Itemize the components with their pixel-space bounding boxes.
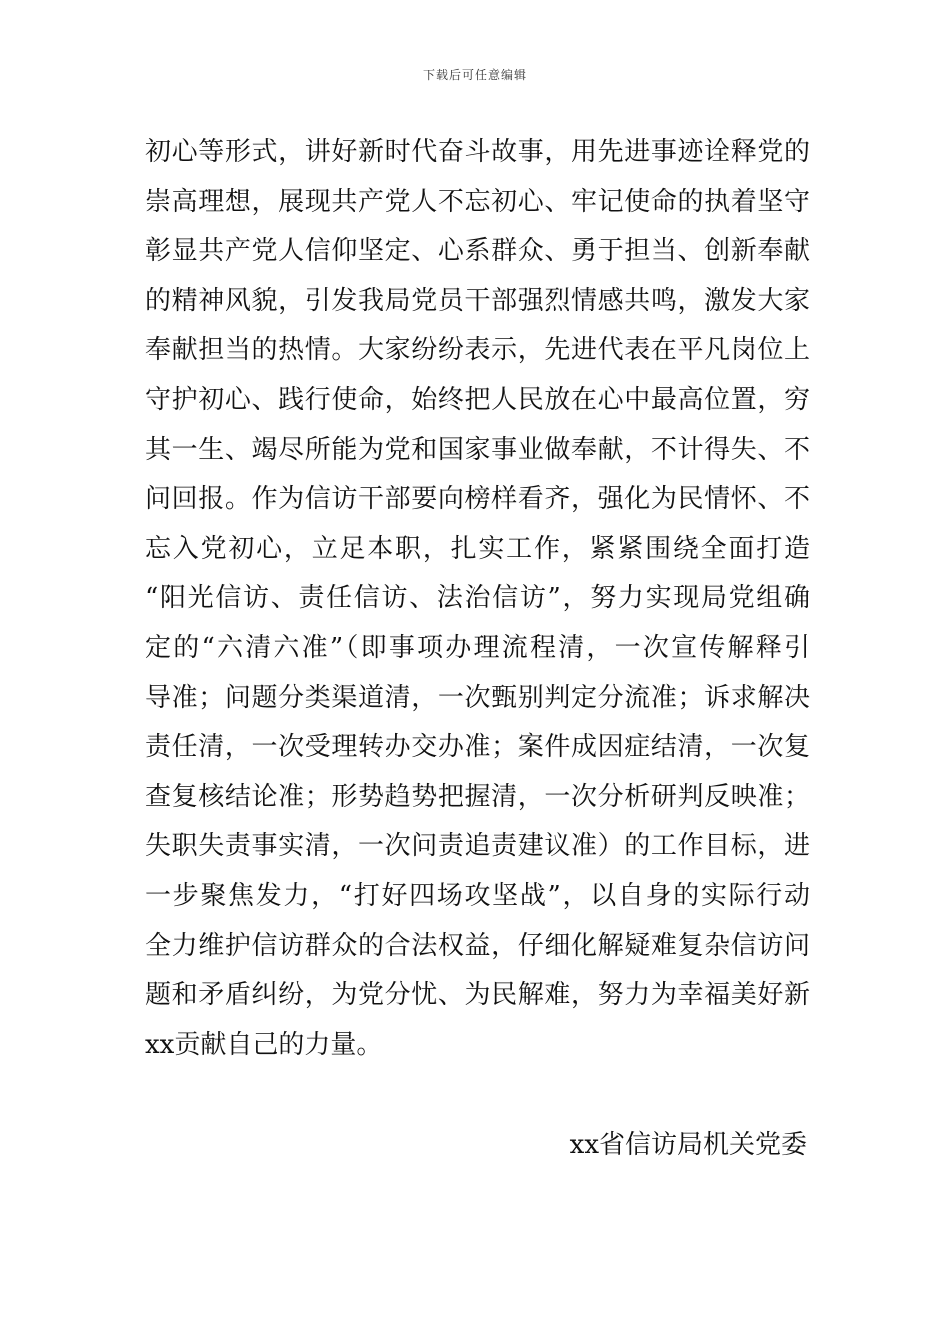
body-line: 的精神风貌，引发我局党员干部强烈情感共鸣，激发大家 <box>145 285 810 316</box>
body-line: xx贡献自己的力量。 <box>145 1029 383 1060</box>
body-line: 查复核结论准；形势趋势把握清，一次分析研判反映准； <box>145 781 810 812</box>
body-line: 忘入党初心，立足本职，扎实工作，紧紧围绕全面打造 <box>145 533 810 564</box>
body-line: 一步聚焦发力，“打好四场攻坚战”，以自身的实际行动 <box>145 880 810 911</box>
body-line: 守护初心、践行使命，始终把人民放在心中最高位置，穷 <box>145 384 810 415</box>
body-line: 奉献担当的热情。大家纷纷表示，先进代表在平凡岗位上 <box>145 335 810 366</box>
body-line: 题和矛盾纠纷，为党分忧、为民解难，努力为幸福美好新 <box>145 980 810 1011</box>
body-line: 彰显共产党人信仰坚定、心系群众、勇于担当、创新奉献 <box>145 236 810 267</box>
body-text <box>145 128 810 1070</box>
signature: xx省信访局机关党委 <box>569 1130 807 1160</box>
body-line: “阳光信访、责任信访、法治信访”，努力实现局党组确 <box>145 583 810 614</box>
body-line: 责任清，一次受理转办交办准；案件成因症结清，一次复 <box>145 732 810 763</box>
body-line: 其一生、竭尽所能为党和国家事业做奉献，不计得失、不 <box>145 434 810 465</box>
body-line: 失职失责事实清，一次问责追责建议准）的工作目标，进 <box>145 831 810 862</box>
header-note: 下载后可任意编辑 <box>422 68 527 82</box>
body-line: 初心等形式，讲好新时代奋斗故事，用先进事迹诠释党的 <box>145 137 810 167</box>
body-line: 导准；问题分类渠道清，一次甄别判定分流准；诉求解决 <box>145 682 810 713</box>
body-line: 全力维护信访群众的合法权益，仔细化解疑难复杂信访问 <box>145 930 810 961</box>
body-line: 定的“六清六准”（即事项办理流程清，一次宣传解释引 <box>145 632 810 663</box>
body-line: 问回报。作为信访干部要向榜样看齐，强化为民情怀、不 <box>145 484 810 515</box>
body-line: 崇高理想，展现共产党人不忘初心、牢记使命的执着坚守 <box>145 186 810 217</box>
